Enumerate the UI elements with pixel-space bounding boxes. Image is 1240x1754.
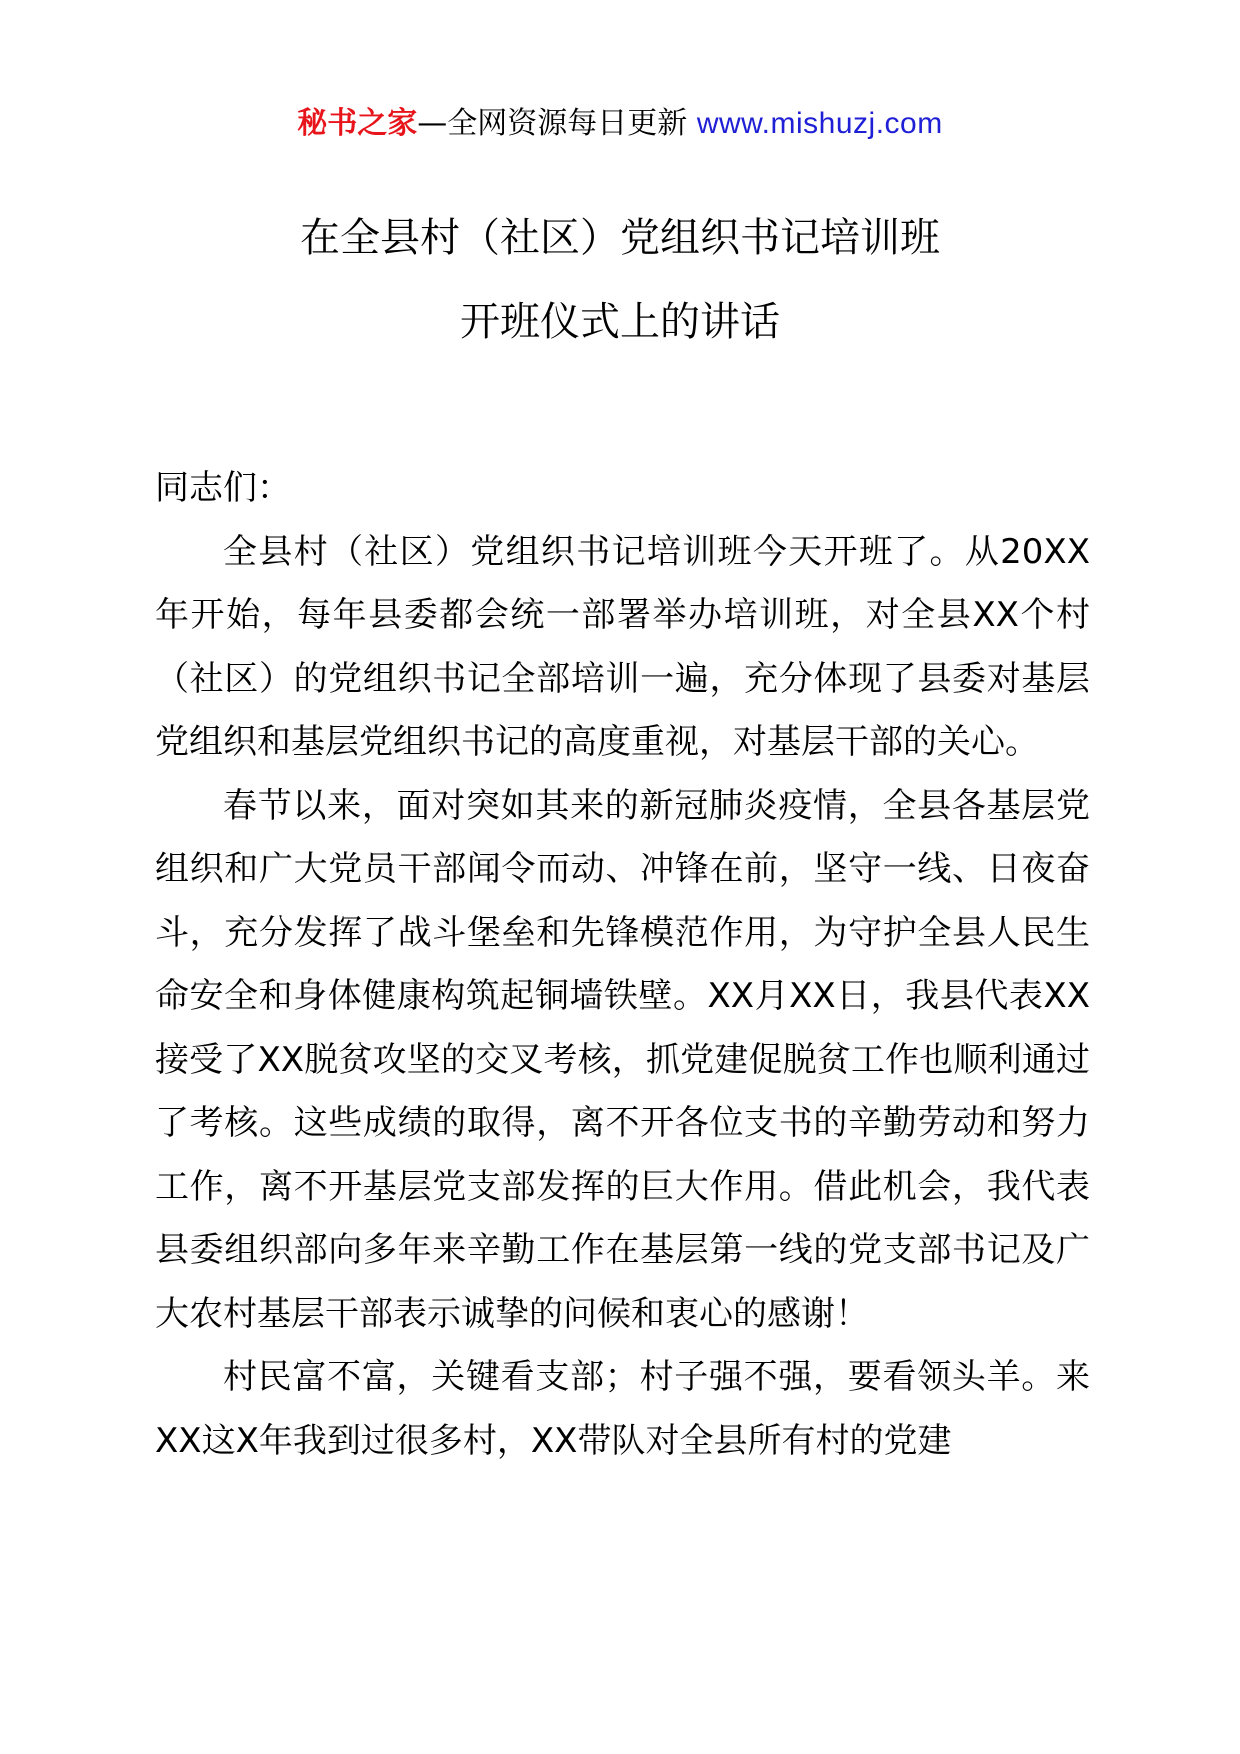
site-brand: 秘书之家 xyxy=(297,106,418,141)
document-body xyxy=(155,457,1090,1473)
salutation: 同志们： xyxy=(155,468,291,508)
site-header xyxy=(0,104,1240,144)
site-tagline: —全网资源每日更新 xyxy=(417,106,697,141)
body-paragraph: 全县村（社区）党组织书记培训班今天开班了。从20XX年开始，每年县委都会统一部署举办培训班，对全县XX个村（社区）的党组织书记全部培训一遍，充分体现了县委对基层党组织和基层党组织书记的高度重视，对基层干部的关心。 xyxy=(155,531,1090,762)
body-paragraph: 春节以来，面对突如其来的新冠肺炎疫情，全县各基层党组织和广大党员干部闻令而动、冲锋在前，坚守一线、日夜奋斗，充分发挥了战斗堡垒和先锋模范作用，为守护全县人民生命安全和身体健康构筑起铜墙铁壁。XX月XX日，我县代表XX接受了XX脱贫攻坚的交叉考核，抓党建促脱贫工作也顺利通过了考核。这些成绩的取得，离不开各位支书的辛勤劳动和努力工作，离不开基层党支部发挥的巨大作用。借此机会，我代表县委组织部向多年来辛勤工作在基层第一线的党支部书记及广大农村基层干部表示诚挚的问候和衷心的感谢！ xyxy=(155,785,1090,1334)
title-line-2: 开班仪式上的讲话 xyxy=(460,299,780,345)
document-title xyxy=(0,196,1240,364)
title-line-1: 在全县村（社区）党组织书记培训班 xyxy=(300,215,940,261)
site-url-link[interactable]: www.mishuzj.com xyxy=(696,107,943,140)
body-paragraph: 村民富不富，关键看支部；村子强不强，要看领头羊。来XX这X年我到过很多村，XX带队对全县所有村的党建 xyxy=(155,1357,1090,1461)
